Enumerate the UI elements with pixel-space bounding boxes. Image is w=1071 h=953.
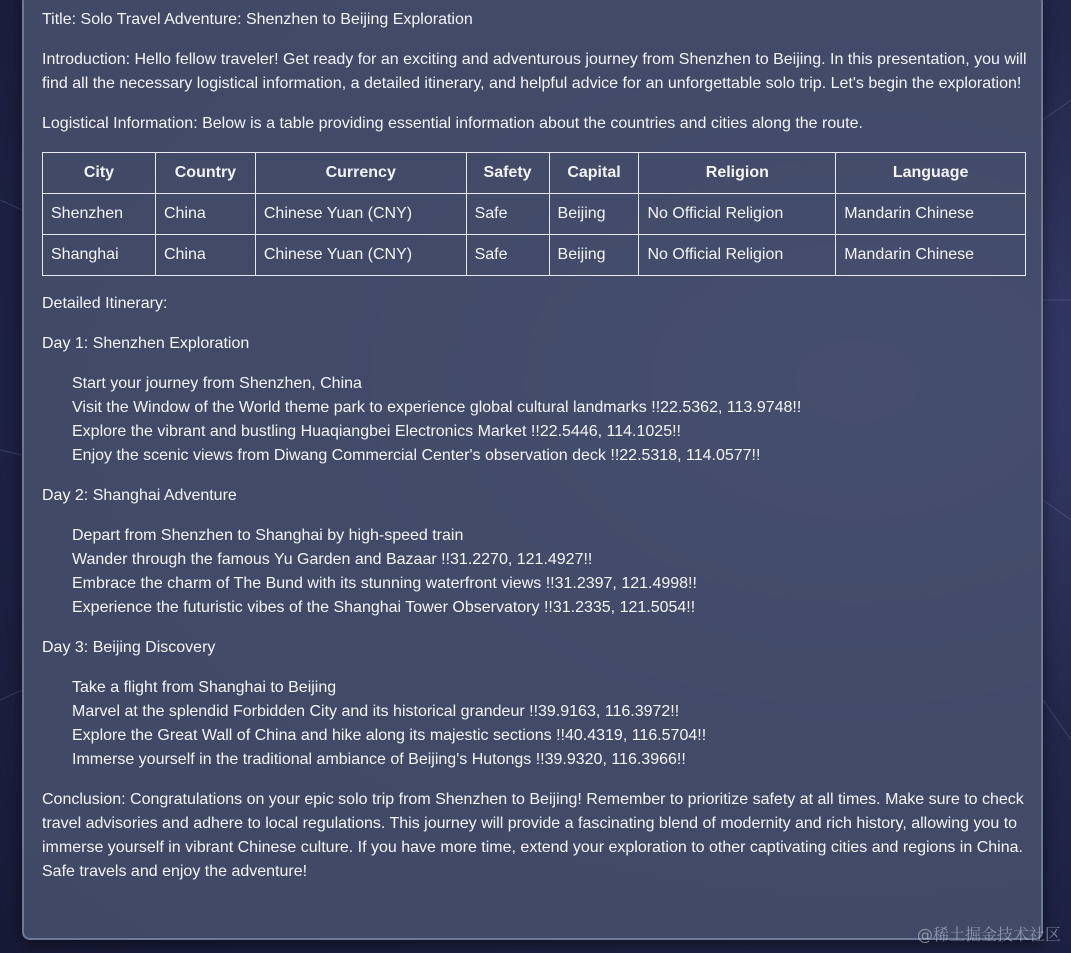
watermark: @稀土掘金技术社区 — [916, 925, 1061, 944]
document-title: Title: Solo Travel Adventure: Shenzhen to Beijing Exploration — [42, 11, 473, 28]
header-country: Country — [155, 153, 255, 194]
table-row — [43, 194, 1026, 235]
table-cell: Mandarin Chinese — [836, 194, 1026, 235]
introduction-paragraph: Introduction: Hello fellow traveler! Get ready for an exciting and adventurous journey from Shenzhen to Beijing. In this presentation, you will find all the necessary logistical information, a detailed itinerary, and helpful advice for an unforgettable solo trip. Let's begin the exploration! — [42, 51, 1027, 92]
day-2-activities — [42, 524, 1027, 620]
day-2-title: Day 2: Shanghai Adventure — [42, 487, 237, 504]
table-cell: Safe — [466, 235, 549, 276]
list-item: Explore the Great Wall of China and hike along its majestic sections !!40.4319, 116.5704!! — [72, 727, 707, 744]
table-cell: Beijing — [549, 235, 639, 276]
list-item: Start your journey from Shenzhen, China — [72, 375, 362, 392]
table-cell: No Official Religion — [639, 235, 836, 276]
document-content — [42, 8, 1027, 884]
header-currency: Currency — [255, 153, 466, 194]
header-capital: Capital — [549, 153, 639, 194]
list-item: Embrace the charm of The Bund with its stunning waterfront views !!31.2397, 121.4998!! — [72, 575, 697, 592]
table-cell: Beijing — [549, 194, 639, 235]
itinerary-label: Detailed Itinerary: — [42, 295, 168, 312]
day-3-activities — [42, 676, 1027, 772]
table-cell: Chinese Yuan (CNY) — [255, 235, 466, 276]
list-item: Enjoy the scenic views from Diwang Commercial Center's observation deck !!22.5318, 114.0577!! — [72, 447, 761, 464]
logistics-intro: Logistical Information: Below is a table providing essential information about the countries and cities along the route. — [42, 115, 863, 132]
logistics-table — [42, 152, 1026, 276]
table-cell: China — [155, 235, 255, 276]
header-religion: Religion — [639, 153, 836, 194]
table-cell: Safe — [466, 194, 549, 235]
header-safety: Safety — [466, 153, 549, 194]
table-cell: China — [155, 194, 255, 235]
table-cell: Mandarin Chinese — [836, 235, 1026, 276]
table-cell: Chinese Yuan (CNY) — [255, 194, 466, 235]
list-item: Experience the futuristic vibes of the Shanghai Tower Observatory !!31.2335, 121.5054!! — [72, 599, 696, 616]
list-item: Visit the Window of the World theme park to experience global cultural landmarks !!22.5362, 113.9748!! — [72, 399, 802, 416]
day-3-title: Day 3: Beijing Discovery — [42, 639, 216, 656]
day-1-activities — [42, 372, 1027, 468]
list-item: Immerse yourself in the traditional ambiance of Beijing's Hutongs !!39.9320, 116.3966!! — [72, 751, 686, 768]
table-cell: No Official Religion — [639, 194, 836, 235]
table-cell: Shenzhen — [43, 194, 156, 235]
list-item: Wander through the famous Yu Garden and Bazaar !!31.2270, 121.4927!! — [72, 551, 593, 568]
list-item: Take a flight from Shanghai to Beijing — [72, 679, 337, 696]
header-city: City — [43, 153, 156, 194]
list-item: Explore the vibrant and bustling Huaqiangbei Electronics Market !!22.5446, 114.1025!! — [72, 423, 681, 440]
day-1-title: Day 1: Shenzhen Exploration — [42, 335, 250, 352]
list-item: Depart from Shenzhen to Shanghai by high-speed train — [72, 527, 464, 544]
header-language: Language — [836, 153, 1026, 194]
table-header-row — [43, 153, 1026, 194]
conclusion-paragraph: Conclusion: Congratulations on your epic solo trip from Shenzhen to Beijing! Remember to prioritize safety at all times. Make sure to check travel advisories and adhere to local regulations. This journey will provide a fascinating blend of modernity and rich history, allowing you to immerse yourself in vibrant Chinese culture. If you have more time, extend your exploration to other captivating cities and regions in China. Safe travels and enjoy the adventure! — [42, 791, 1024, 880]
table-cell: Shanghai — [43, 235, 156, 276]
list-item: Marvel at the splendid Forbidden City and its historical grandeur !!39.9163, 116.3972!! — [72, 703, 680, 720]
table-row — [43, 235, 1026, 276]
